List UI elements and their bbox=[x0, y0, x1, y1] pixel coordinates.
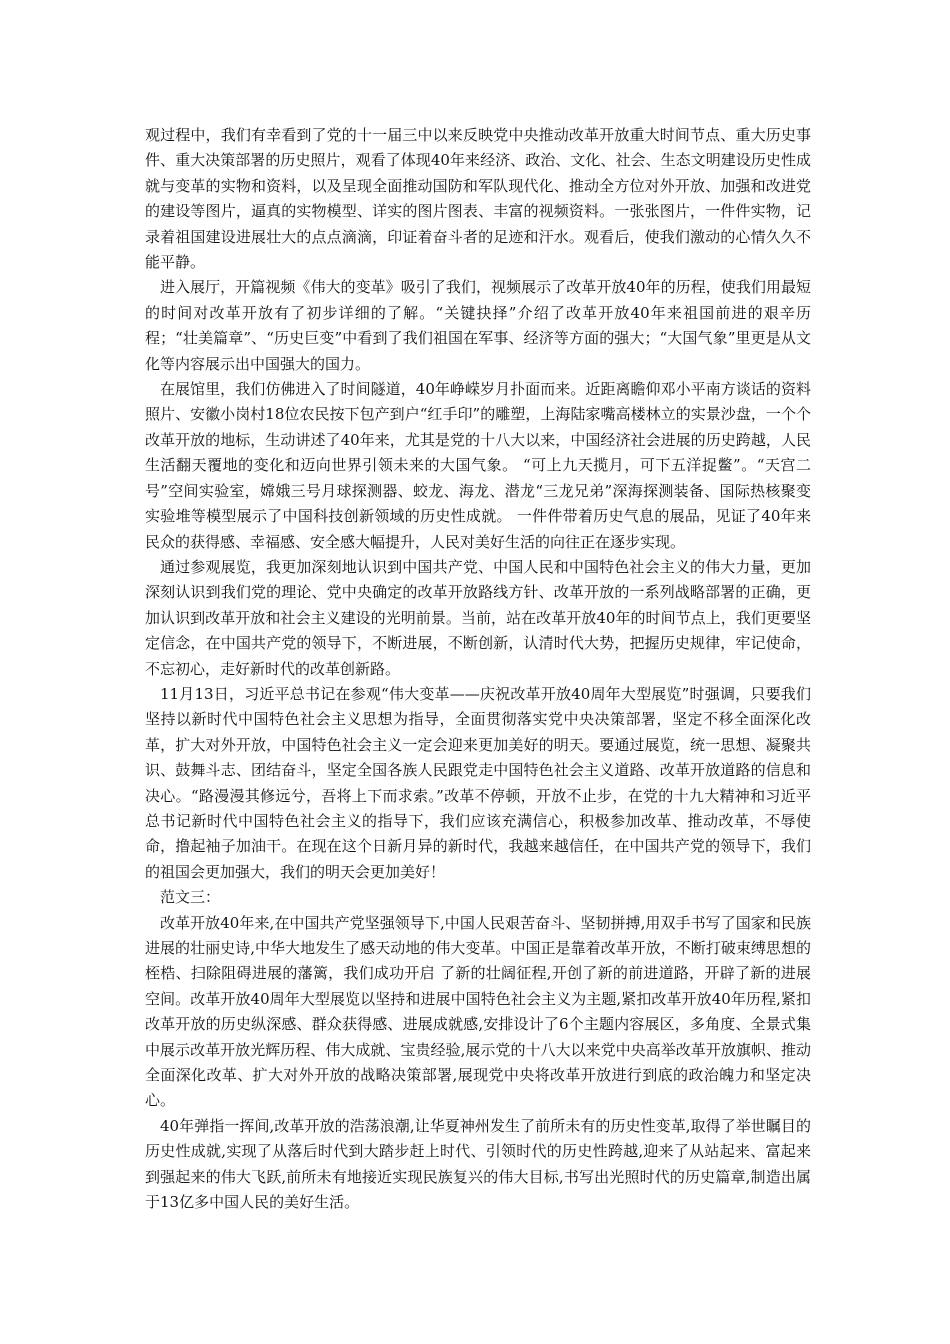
paragraph-6: 改革开放40年来,在中国共产党坚强领导下,中国人民艰苦奋斗、坚韧拼搏,用双手书写了国家和民族进展的壮丽史诗,中华大地发生了感天动地的伟大变革。中国正是靠着改革开放，不断打破束缚思想的桎梏、扫除阻碍进展的藩篱，我们成功开启 了新的壮阔征程,开创了新的前进道路，开辟了新的进展空间。改革开放40周年大型展览以坚持和进展中国特色社会主义为主题,紧扣改革开放40年历程,紧扣改革开放的历史纵深感、群众获得感、进展成就感,安排设计了6个主题内容展区，多角度、全景式集中展示改革开放光辉历程、伟大成就、宝贵经验,展示党的十八大以来党中央高举改革开放旗帜、推动全面深化改革、扩大对外开放的战略决策部署,展现党中央将改革开放进行到底的政治魄力和坚定决心。 bbox=[145, 913, 811, 1110]
paragraph-1: 观过程中，我们有幸看到了党的十一届三中以来反映党中央推动改革开放重大时间节点、重大历史事件、重大决策部署的历史照片，观看了体现40年来经济、政治、文化、社会、生态文明建设历史性成就与变革的实物和资料，以及呈现全面推动国防和军队现代化、推动全方位对外开放、加强和改进党的建设等图片，逼真的实物模型、详实的图片图表、丰富的视频资料。一张张图片，一件件实物，记录着祖国建设进展壮大的点点滴滴，印证着奋斗者的足迹和汗水。观看后，使我们激动的心情久久不能平静。 bbox=[145, 126, 811, 272]
paragraph-3: 在展馆里，我们仿佛进入了时间隧道，40年峥嵘岁月扑面而来。近距离瞻仰邓小平南方谈话的资料照片、安徽小岗村18位农民按下包产到户“红手印”的雕塑，上海陆家嘴高楼林立的实景沙盘，一个个改革开放的地标，生动讲述了40年来，尤其是党的十八大以来，中国经济社会进展的历史跨越，人民生活翻天覆地的变化和迈向世界引领未来的大国气象。 “可上九天揽月，可下五洋捉鳖”。“天宫二号”空间实验室，嫦娥三号月球探测器、蛟龙、海龙、潜龙“三龙兄弟”深海探测装备、国际热核聚变实验堆等模型展示了中国科技创新领域的历史性成就。 一件件带着历史气息的展品，见证了40年来民众的获得感、幸福感、安全感大幅提升，人民对美好生活的向往正在逐步实现。 bbox=[145, 380, 811, 551]
paragraph-7: 40年弹指一挥间,改革开放的浩荡浪潮,让华夏神州发生了前所未有的历史性变革,取得了举世瞩目的历史性成就,实现了从落后时代到大踏步赶上时代、引领时代的历史性跨越,迎来了从站起来、富起来到强起来的伟大飞跃,前所未有地接近实现民族复兴的伟大目标,书写出光照时代的历史篇章,制造出属于13亿多中国人民的美好生活。 bbox=[145, 1116, 811, 1212]
section-heading: 范文三： bbox=[160, 888, 221, 907]
paragraph-4: 通过参观展览，我更加深刻地认识到中国共产党、中国人民和中国特色社会主义的伟大力量，更加深刻认识到我们党的理论、党中央确定的改革开放路线方针、改革开放的一系列战略部署的正确，更加认识到改革开放和社会主义建设的光明前景。当前，站在改革开放40年的时间节点上，我们更要坚定信念，在中国共产党的领导下，不断进展，不断创新，认清时代大势，把握历史规律，牢记使命，不忘初心，走好新时代的改革创新路。 bbox=[145, 557, 811, 678]
document-body bbox=[145, 123, 811, 1215]
paragraph-2: 进入展厅，开篇视频《伟大的变革》吸引了我们，视频展示了改革开放40年的历程，使我们用最短的时间对改革开放有了初步详细的了解。“关键抉择”介绍了改革开放40年来祖国前进的艰辛历程；“壮美篇章”、“历史巨变”中看到了我们祖国在军事、经济等方面的强大；“大国气象”里更是从文化等内容展示出中国强大的国力。 bbox=[145, 278, 811, 373]
paragraph-5: 11月13日，习近平总书记在参观“伟大变革——庆祝改革开放40周年大型展览”时强调，只要我们坚持以新时代中国特色社会主义思想为指导，全面贯彻落实党中央决策部署，坚定不移全面深化改革，扩大对外开放，中国特色社会主义一定会迎来更加美好的明天。要通过展览，统一思想、凝聚共识、鼓舞斗志、团结奋斗，坚定全国各族人民跟党走中国特色社会主义道路、改革开放道路的信息和决心。“路漫漫其修远兮，吾将上下而求索。”改革不停顿，开放不止步，在党的十九大精神和习近平总书记新时代中国特色社会主义的指导下，我们应该充满信心，积极参加改革、推动改革，不辱使命，撸起袖子加油干。在现在这个日新月异的新时代，我越来越信任，在中国共产党的领导下，我们的祖国会更加强大，我们的明天会更加美好！ bbox=[145, 684, 811, 881]
